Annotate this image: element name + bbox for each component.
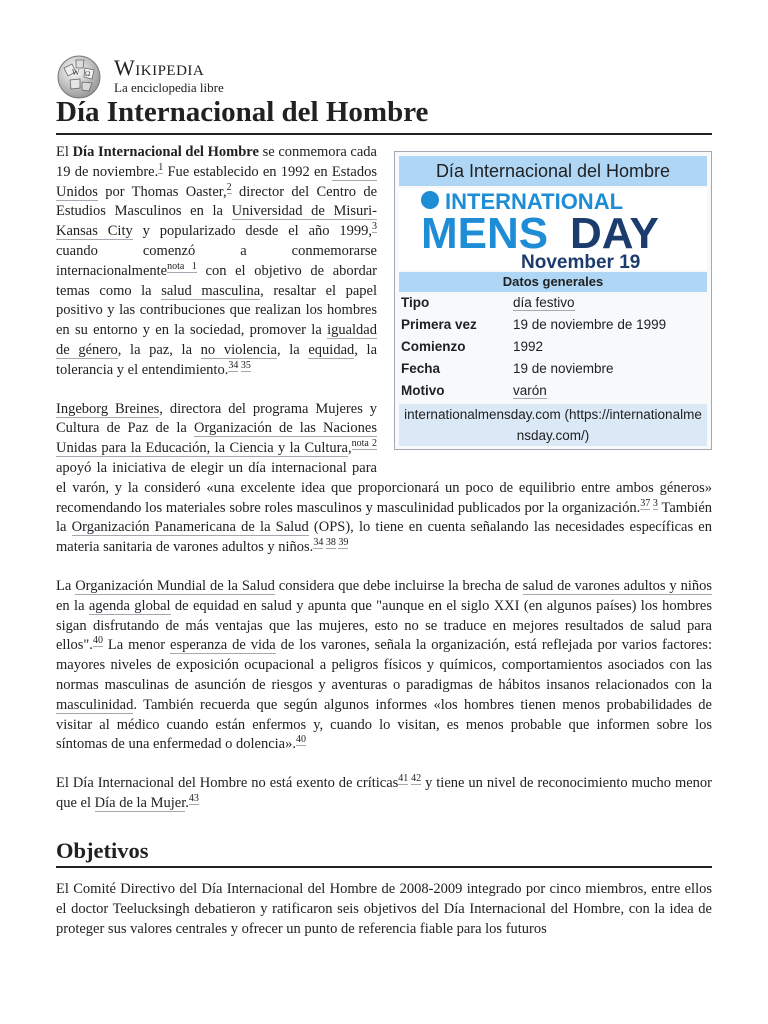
- infobox-key: Primera vez: [401, 317, 477, 332]
- paragraph-criticas: El Día Internacional del Hombre no está exento de críticas$^{41 42}$ y tiene un nivel de reconocimiento mucho menor que el Día de la Mujer.$^{43}$: [56, 773, 712, 811]
- infobox-link-dia-festivo[interactable]: día festivo: [513, 295, 575, 310]
- international-mens-day-logo[interactable]: [399, 188, 707, 270]
- site-header: [56, 54, 356, 100]
- paragraph-objetivos: El Comité Directivo del Día Internacional del Hombre de 2008-2009 integrado por cinco miembros, entre ellos el doctor Teelucksingh debatieron y ratificaron seis objetivos del Día Internacional del Hombre, con la idea de proteger sus valores centrales y ofrecer un punto de referencia fiable para los futuros: [56, 881, 712, 937]
- wordmark[interactable]: Wikipedia: [114, 55, 205, 80]
- link-ops[interactable]: Organización Panamericana de la Salud: [71, 519, 309, 536]
- ref-link[interactable]: 3: [372, 221, 378, 233]
- ref-link[interactable]: 38: [325, 537, 336, 549]
- infobox: [394, 151, 712, 450]
- ref-link[interactable]: 34: [313, 537, 324, 549]
- link-agenda-global[interactable]: agenda global: [88, 597, 171, 614]
- ref-link[interactable]: 1: [158, 161, 164, 173]
- infobox-row-motivo: [399, 380, 707, 402]
- ref-link[interactable]: 39: [338, 537, 349, 549]
- wikipedia-globe-logo[interactable]: [56, 54, 102, 100]
- link-estados-unidos[interactable]: Estados Unidos: [56, 163, 377, 200]
- logo-line-mens: MENS: [421, 209, 549, 258]
- link-equidad[interactable]: equidad: [308, 341, 355, 358]
- infobox-key: Tipo: [401, 295, 430, 310]
- link-unesco[interactable]: Organización de las Naciones Unidas para la Educación, la Ciencia y la Cultura: [56, 420, 377, 457]
- logo-line-day: DAY: [570, 209, 659, 258]
- infobox-value: 19 de noviembre de 1999: [513, 317, 667, 332]
- ref-link[interactable]: 35: [240, 359, 251, 371]
- svg-text:W: W: [72, 68, 80, 77]
- infobox-row-tipo: [399, 292, 707, 314]
- infobox-row-fecha: [399, 358, 707, 380]
- bold-term: Día Internacional del Hombre: [72, 144, 259, 160]
- infobox-value: 1992: [513, 339, 544, 354]
- infobox-key: Fecha: [401, 361, 441, 376]
- logo-line-international: INTERNATIONAL: [445, 190, 624, 214]
- infobox-row-primera-vez: [399, 314, 707, 336]
- note-link[interactable]: nota 2: [351, 438, 377, 450]
- infobox-row-comienzo: [399, 336, 707, 358]
- link-no-violencia[interactable]: no violencia: [200, 341, 277, 358]
- infobox-key: Comienzo: [401, 339, 466, 354]
- ref-link[interactable]: 41: [398, 773, 409, 785]
- link-ingeborg-breines[interactable]: Ingeborg Breines: [56, 400, 160, 417]
- paragraph-intro: El Día Internacional del Hombre se conmemora cada 19 de noviembre.$^1$ Fue establecido en 1992 en Estados Unidos por Thomas Oaster,$^2$ director del Centro de Estudios Masculinos en la Universidad de Misuri-Kansas City y popularizado desde el año 1999,$^3$ cuando comenzó a conmemorarse internacionalmente$^{nota 1}$ con el objetivo de abordar temas como la salud masculina, resaltar el papel positivo y las contribuciones que realizan los hombres en su entorno y en la sociedad, promover la igualdad de género, la paz, la no violencia, la equidad, la tolerancia y el entendimiento.$^{34 35}$: [56, 144, 378, 378]
- infobox-website-link[interactable]: internationalmensday.com (https://internationalmensday.com/): [399, 404, 707, 446]
- ref-link[interactable]: 43: [188, 792, 199, 804]
- ref-link[interactable]: 34: [228, 359, 239, 371]
- ref-link[interactable]: 40: [92, 635, 103, 647]
- link-dia-mujer[interactable]: Día de la Mujer: [94, 794, 186, 811]
- link-universidad-misuri[interactable]: Universidad de Misuri-Kansas City: [56, 203, 377, 240]
- article-body: [56, 143, 712, 833]
- infobox-value: 19 de noviembre: [513, 361, 614, 376]
- page-title: Día Internacional del Hombre: [56, 96, 712, 135]
- link-salud-masculina[interactable]: salud masculina: [161, 282, 261, 299]
- link-igualdad-genero[interactable]: igualdad de género: [56, 322, 377, 358]
- link-salud-varones[interactable]: salud de varones adultos y niños: [522, 577, 712, 594]
- note-link[interactable]: nota 1: [167, 260, 197, 272]
- ref-link[interactable]: 2: [226, 181, 232, 193]
- ref-link[interactable]: 42: [411, 773, 422, 785]
- link-esperanza-vida[interactable]: esperanza de vida: [170, 637, 276, 654]
- section-objetivos: [56, 838, 712, 868]
- infobox-link-varon[interactable]: varón: [513, 383, 547, 398]
- logo-line-date: November 19: [521, 252, 641, 270]
- ref-link[interactable]: 37: [640, 497, 651, 509]
- ref-link[interactable]: 3: [652, 497, 658, 509]
- section-heading: Objetivos: [56, 838, 712, 868]
- tagline: La enciclopedia libre: [114, 80, 224, 95]
- paragraph-unesco: Ingeborg Breines, directora del programa Mujeres y Cultura de Paz de la Organización de las Naciones Unidas para la Educación, la Ciencia y la Cultura,$^{nota 2}$ apoyó la iniciativa de elegir un día internacional para el varón, y la consideró «una excelente idea que proporcionará un poco de equilibrio entre ambos géneros» recomendando los materiales sobre roles masculinos y masculinidad publicados por la organización.$^{37 3}$ También la Organización Panamericana de la Salud (OPS), lo tiene en cuenta señalando las necesidades específicas en materia sanitaria de varones adultos y niños.$^{34 38 39}$: [56, 400, 713, 556]
- infobox-title: Día Internacional del Hombre: [399, 156, 707, 186]
- ref-link[interactable]: 40: [295, 734, 306, 746]
- paragraph-oms: La Organización Mundial de la Salud considera que debe incluirse la brecha de salud de varones adultos y niños en la agenda global de equidad en salud y apunta que "aunque en el siglo XXI (en algunos países) los hombres sigan disfrutando de más ventajas que las mujeres, esto no se traduce en mejores resultados de salud para ellos".$^{40}$ La menor esperanza de vida de los varones, señala la organización, está reflejada por varios factores: mayores niveles de exposición ocupacional a peligros físicos y químicos, comportamientos asociados con las normas masculinas de asunción de riesgos y aventuras o paradigmas de hábitos insanos relacionados con la masculinidad. También recuerda que según algunos informes «los hombres tienen menos probabilidades de visitar al médico cuando están enfermos y, cuando lo visitan, es menos probable que informen sobre los síntomas de una enfermedad o dolencia».$^{40}$: [56, 577, 712, 753]
- link-masculinidad[interactable]: masculinidad: [56, 696, 134, 713]
- svg-text:Ω: Ω: [85, 70, 91, 78]
- link-oms[interactable]: Organización Mundial de la Salud: [75, 577, 275, 594]
- infobox-key: Motivo: [401, 383, 445, 398]
- infobox-section-header: Datos generales: [399, 272, 707, 292]
